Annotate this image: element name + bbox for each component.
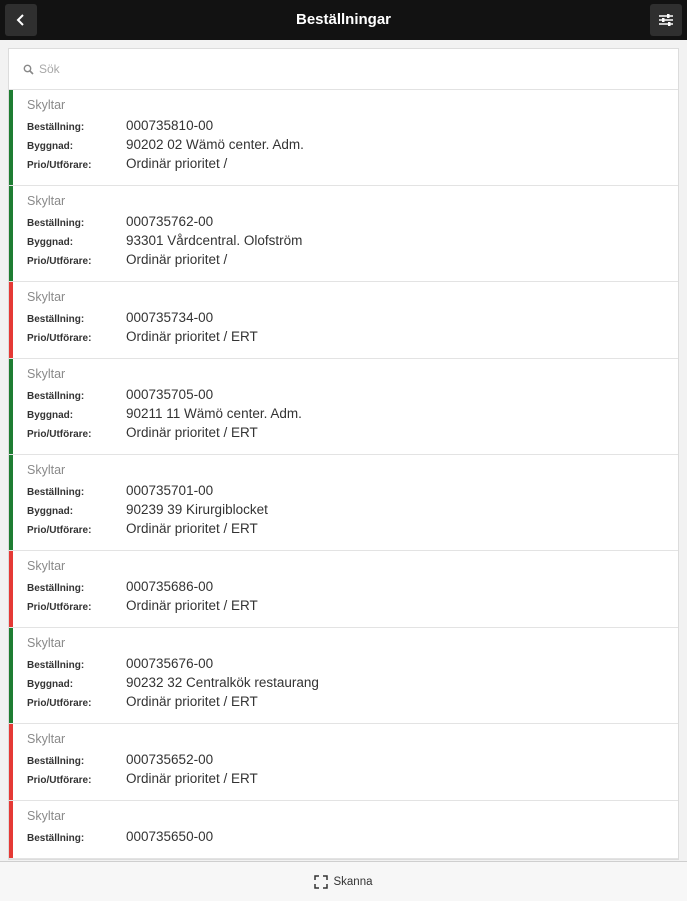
sliders-icon — [658, 13, 674, 27]
field-label: Beställning: — [27, 583, 85, 594]
status-indicator — [9, 282, 13, 358]
field-label: Prio/Utförare: — [27, 256, 92, 267]
field-value: Ordinär prioritet / — [126, 156, 228, 171]
field-label: Byggnad: — [27, 410, 74, 421]
order-item[interactable] — [9, 628, 678, 724]
field-value: 000735705-00 — [126, 387, 214, 402]
field-value: 90239 39 Kirurgiblocket — [126, 502, 268, 517]
status-indicator — [9, 551, 13, 627]
field-label: Beställning: — [27, 487, 85, 498]
search-bar[interactable] — [9, 49, 678, 90]
order-list — [9, 90, 678, 859]
order-field-row — [27, 752, 670, 771]
order-field-row — [27, 406, 670, 425]
order-field-row — [27, 252, 670, 271]
order-field-row — [27, 829, 670, 848]
field-label: Beställning: — [27, 314, 85, 325]
order-field-row — [27, 387, 670, 406]
field-value: 90202 02 Wämö center. Adm. — [126, 137, 304, 152]
field-label: Beställning: — [27, 391, 85, 402]
order-category: Skyltar — [27, 98, 66, 112]
top-bar — [0, 0, 687, 40]
scan-label: Skanna — [333, 875, 373, 888]
search-input[interactable]: Sök — [39, 62, 60, 76]
field-value: 000735734-00 — [126, 310, 214, 325]
order-field-row — [27, 310, 670, 329]
field-label: Prio/Utförare: — [27, 602, 92, 613]
order-list-panel — [8, 48, 679, 860]
status-indicator — [9, 186, 13, 281]
order-field-row — [27, 156, 670, 175]
field-value: 000735650-00 — [126, 829, 214, 844]
field-value: 90211 11 Wämö center. Adm. — [126, 406, 302, 421]
scan-icon — [314, 875, 328, 889]
search-icon — [23, 64, 34, 75]
filter-button[interactable] — [650, 4, 682, 36]
field-label: Prio/Utförare: — [27, 429, 92, 440]
order-field-row — [27, 329, 670, 348]
field-value: 000735676-00 — [126, 656, 214, 671]
order-item[interactable] — [9, 551, 678, 628]
order-field-row — [27, 771, 670, 790]
order-field-row — [27, 598, 670, 617]
order-item[interactable] — [9, 455, 678, 551]
page-title: Beställningar — [295, 11, 392, 28]
scan-button[interactable] — [314, 875, 372, 889]
status-indicator — [9, 724, 13, 800]
field-label: Prio/Utförare: — [27, 525, 92, 536]
field-label: Byggnad: — [27, 237, 74, 248]
field-label: Prio/Utförare: — [27, 698, 92, 709]
order-field-row — [27, 233, 670, 252]
bottom-bar — [0, 861, 687, 901]
status-indicator — [9, 359, 13, 454]
field-label: Beställning: — [27, 218, 85, 229]
order-category: Skyltar — [27, 732, 66, 746]
field-label: Byggnad: — [27, 506, 74, 517]
order-item[interactable] — [9, 282, 678, 359]
field-value: 000735810-00 — [126, 118, 214, 133]
field-value: 000735701-00 — [126, 483, 214, 498]
status-indicator — [9, 628, 13, 723]
order-item[interactable] — [9, 724, 678, 801]
field-label: Beställning: — [27, 122, 85, 133]
order-category: Skyltar — [27, 194, 66, 208]
order-field-row — [27, 656, 670, 675]
order-field-row — [27, 425, 670, 444]
field-label: Prio/Utförare: — [27, 775, 92, 786]
order-field-row — [27, 483, 670, 502]
field-value: Ordinär prioritet / — [126, 252, 228, 267]
order-field-row — [27, 694, 670, 713]
field-value: 000735652-00 — [126, 752, 214, 767]
field-label: Prio/Utförare: — [27, 160, 92, 171]
order-category: Skyltar — [27, 290, 66, 304]
order-category: Skyltar — [27, 809, 66, 823]
order-field-row — [27, 579, 670, 598]
order-category: Skyltar — [27, 463, 66, 477]
field-label: Beställning: — [27, 833, 85, 844]
order-field-row — [27, 502, 670, 521]
status-indicator — [9, 801, 13, 858]
field-value: 90232 32 Centralkök restaurang — [126, 675, 319, 690]
status-indicator — [9, 90, 13, 185]
order-field-row — [27, 214, 670, 233]
order-field-row — [27, 675, 670, 694]
field-value: Ordinär prioritet / ERT — [126, 598, 258, 613]
order-category: Skyltar — [27, 367, 66, 381]
order-item[interactable] — [9, 801, 678, 859]
order-field-row — [27, 137, 670, 156]
field-label: Byggnad: — [27, 141, 74, 152]
field-value: Ordinär prioritet / ERT — [126, 425, 258, 440]
status-indicator — [9, 455, 13, 550]
field-value: 93301 Vårdcentral. Olofström — [126, 233, 303, 248]
order-item[interactable] — [9, 90, 678, 186]
field-label: Beställning: — [27, 756, 85, 767]
field-label: Prio/Utförare: — [27, 333, 92, 344]
field-value: Ordinär prioritet / ERT — [126, 771, 258, 786]
order-category: Skyltar — [27, 559, 66, 573]
field-value: Ordinär prioritet / ERT — [126, 329, 258, 344]
order-field-row — [27, 118, 670, 137]
order-item[interactable] — [9, 359, 678, 455]
order-item[interactable] — [9, 186, 678, 282]
field-label: Byggnad: — [27, 679, 74, 690]
order-category: Skyltar — [27, 636, 66, 650]
field-value: Ordinär prioritet / ERT — [126, 694, 258, 709]
order-field-row — [27, 521, 670, 540]
field-label: Beställning: — [27, 660, 85, 671]
field-value: 000735686-00 — [126, 579, 214, 594]
chevron-left-icon — [15, 13, 27, 27]
field-value: 000735762-00 — [126, 214, 214, 229]
back-button[interactable] — [5, 4, 37, 36]
field-value: Ordinär prioritet / ERT — [126, 521, 258, 536]
